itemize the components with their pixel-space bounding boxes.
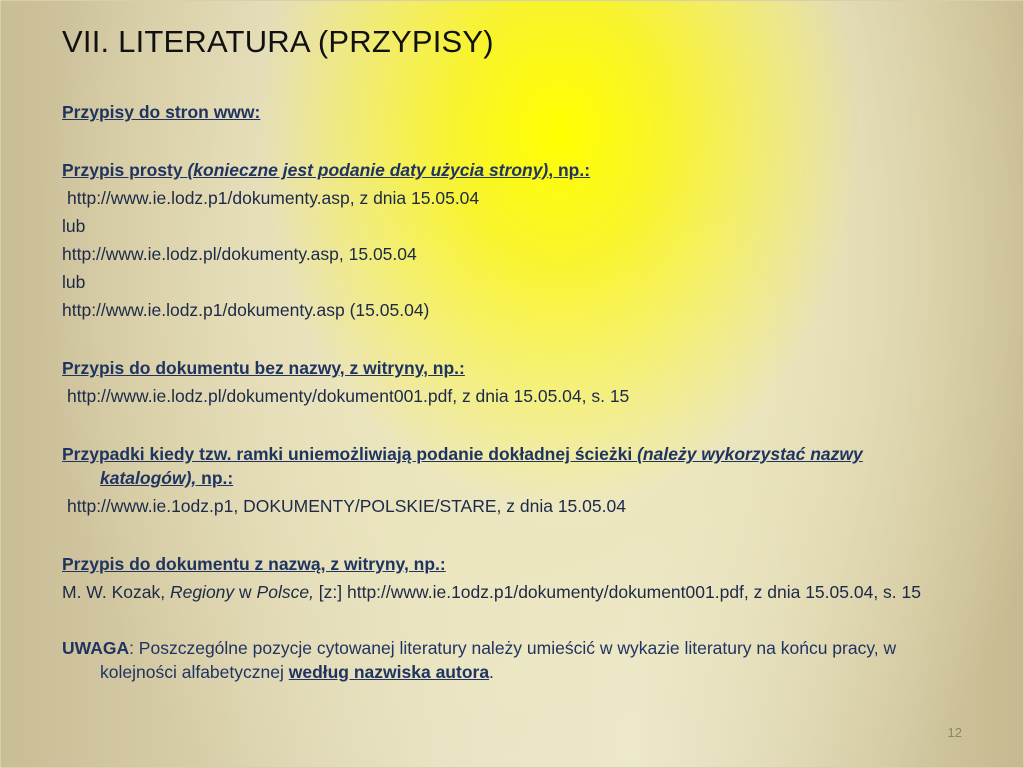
section1-line-5: http://www.ie.lodz.p1/dokumenty.asp (15.05.04) [62,300,430,320]
section1-heading-prefix: Przypis prosty [62,160,188,180]
section1-heading-italic: (konieczne jest podanie daty użycia strony) [187,160,549,180]
section3-heading-suffix: np.: [196,468,234,488]
section3-heading-italic: (należy wykorzystać nazwy katalogów), [100,444,863,488]
section1-line-1: http://www.ie.lodz.p1/dokumenty.asp, z dnia 15.05.04 [67,188,480,208]
spacer [62,520,962,550]
slide-content [62,98,962,684]
section4-title-part2: Polsce, [256,582,314,602]
section1-line-3: http://www.ie.lodz.pl/dokumenty.asp, 15.05.04 [62,244,417,264]
section1-line-2: lub [62,216,86,236]
section4-rest: [z:] http://www.ie.1odz.p1/dokumenty/dokument001.pdf, z dnia 15.05.04, s. 15 [313,582,921,602]
section1-line-4: lub [62,272,86,292]
section1-heading [62,156,962,184]
section2-line: http://www.ie.lodz.pl/dokumenty/dokument001.pdf, z dnia 15.05.04, s. 15 [67,386,630,406]
uwaga-note [62,636,962,684]
section4-connector: w [234,582,257,602]
uwaga-end: . [489,662,494,682]
section2-heading: Przypis do dokumentu bez nazwy, z witryny, np.: [62,358,465,378]
slide-title: VII. LITERATURA (PRZYPISY) [62,24,494,59]
section3-heading-prefix: Przypadki kiedy tzw. ramki uniemożliwiają podanie dokładnej ścieżki [62,444,638,464]
section3-heading [62,442,962,490]
uwaga-strong: według nazwiska autora [288,662,490,682]
spacer [62,126,962,156]
section3-line: http://www.ie.1odz.p1, DOKUMENTY/POLSKIE/STARE, z dnia 15.05.04 [67,496,626,516]
section4-heading: Przypis do dokumentu z nazwą, z witryny, np.: [62,554,446,574]
spacer [62,410,962,440]
section4-author: M. W. Kozak, [62,582,170,602]
uwaga-label: UWAGA [62,638,130,658]
section4-citation [62,580,962,604]
intro-heading: Przypisy do stron www: [62,102,261,122]
spacer [62,604,962,634]
spacer [62,324,962,354]
section1-heading-suffix: , np.: [548,160,591,180]
page-number: 12 [947,725,962,740]
uwaga-text: : Poszczególne pozycje cytowanej literatury należy umieścić w wykazie literatury na końcu pracy, w kolejności alfabetycznej [100,638,897,682]
section4-title-part1: Regiony [169,582,235,602]
